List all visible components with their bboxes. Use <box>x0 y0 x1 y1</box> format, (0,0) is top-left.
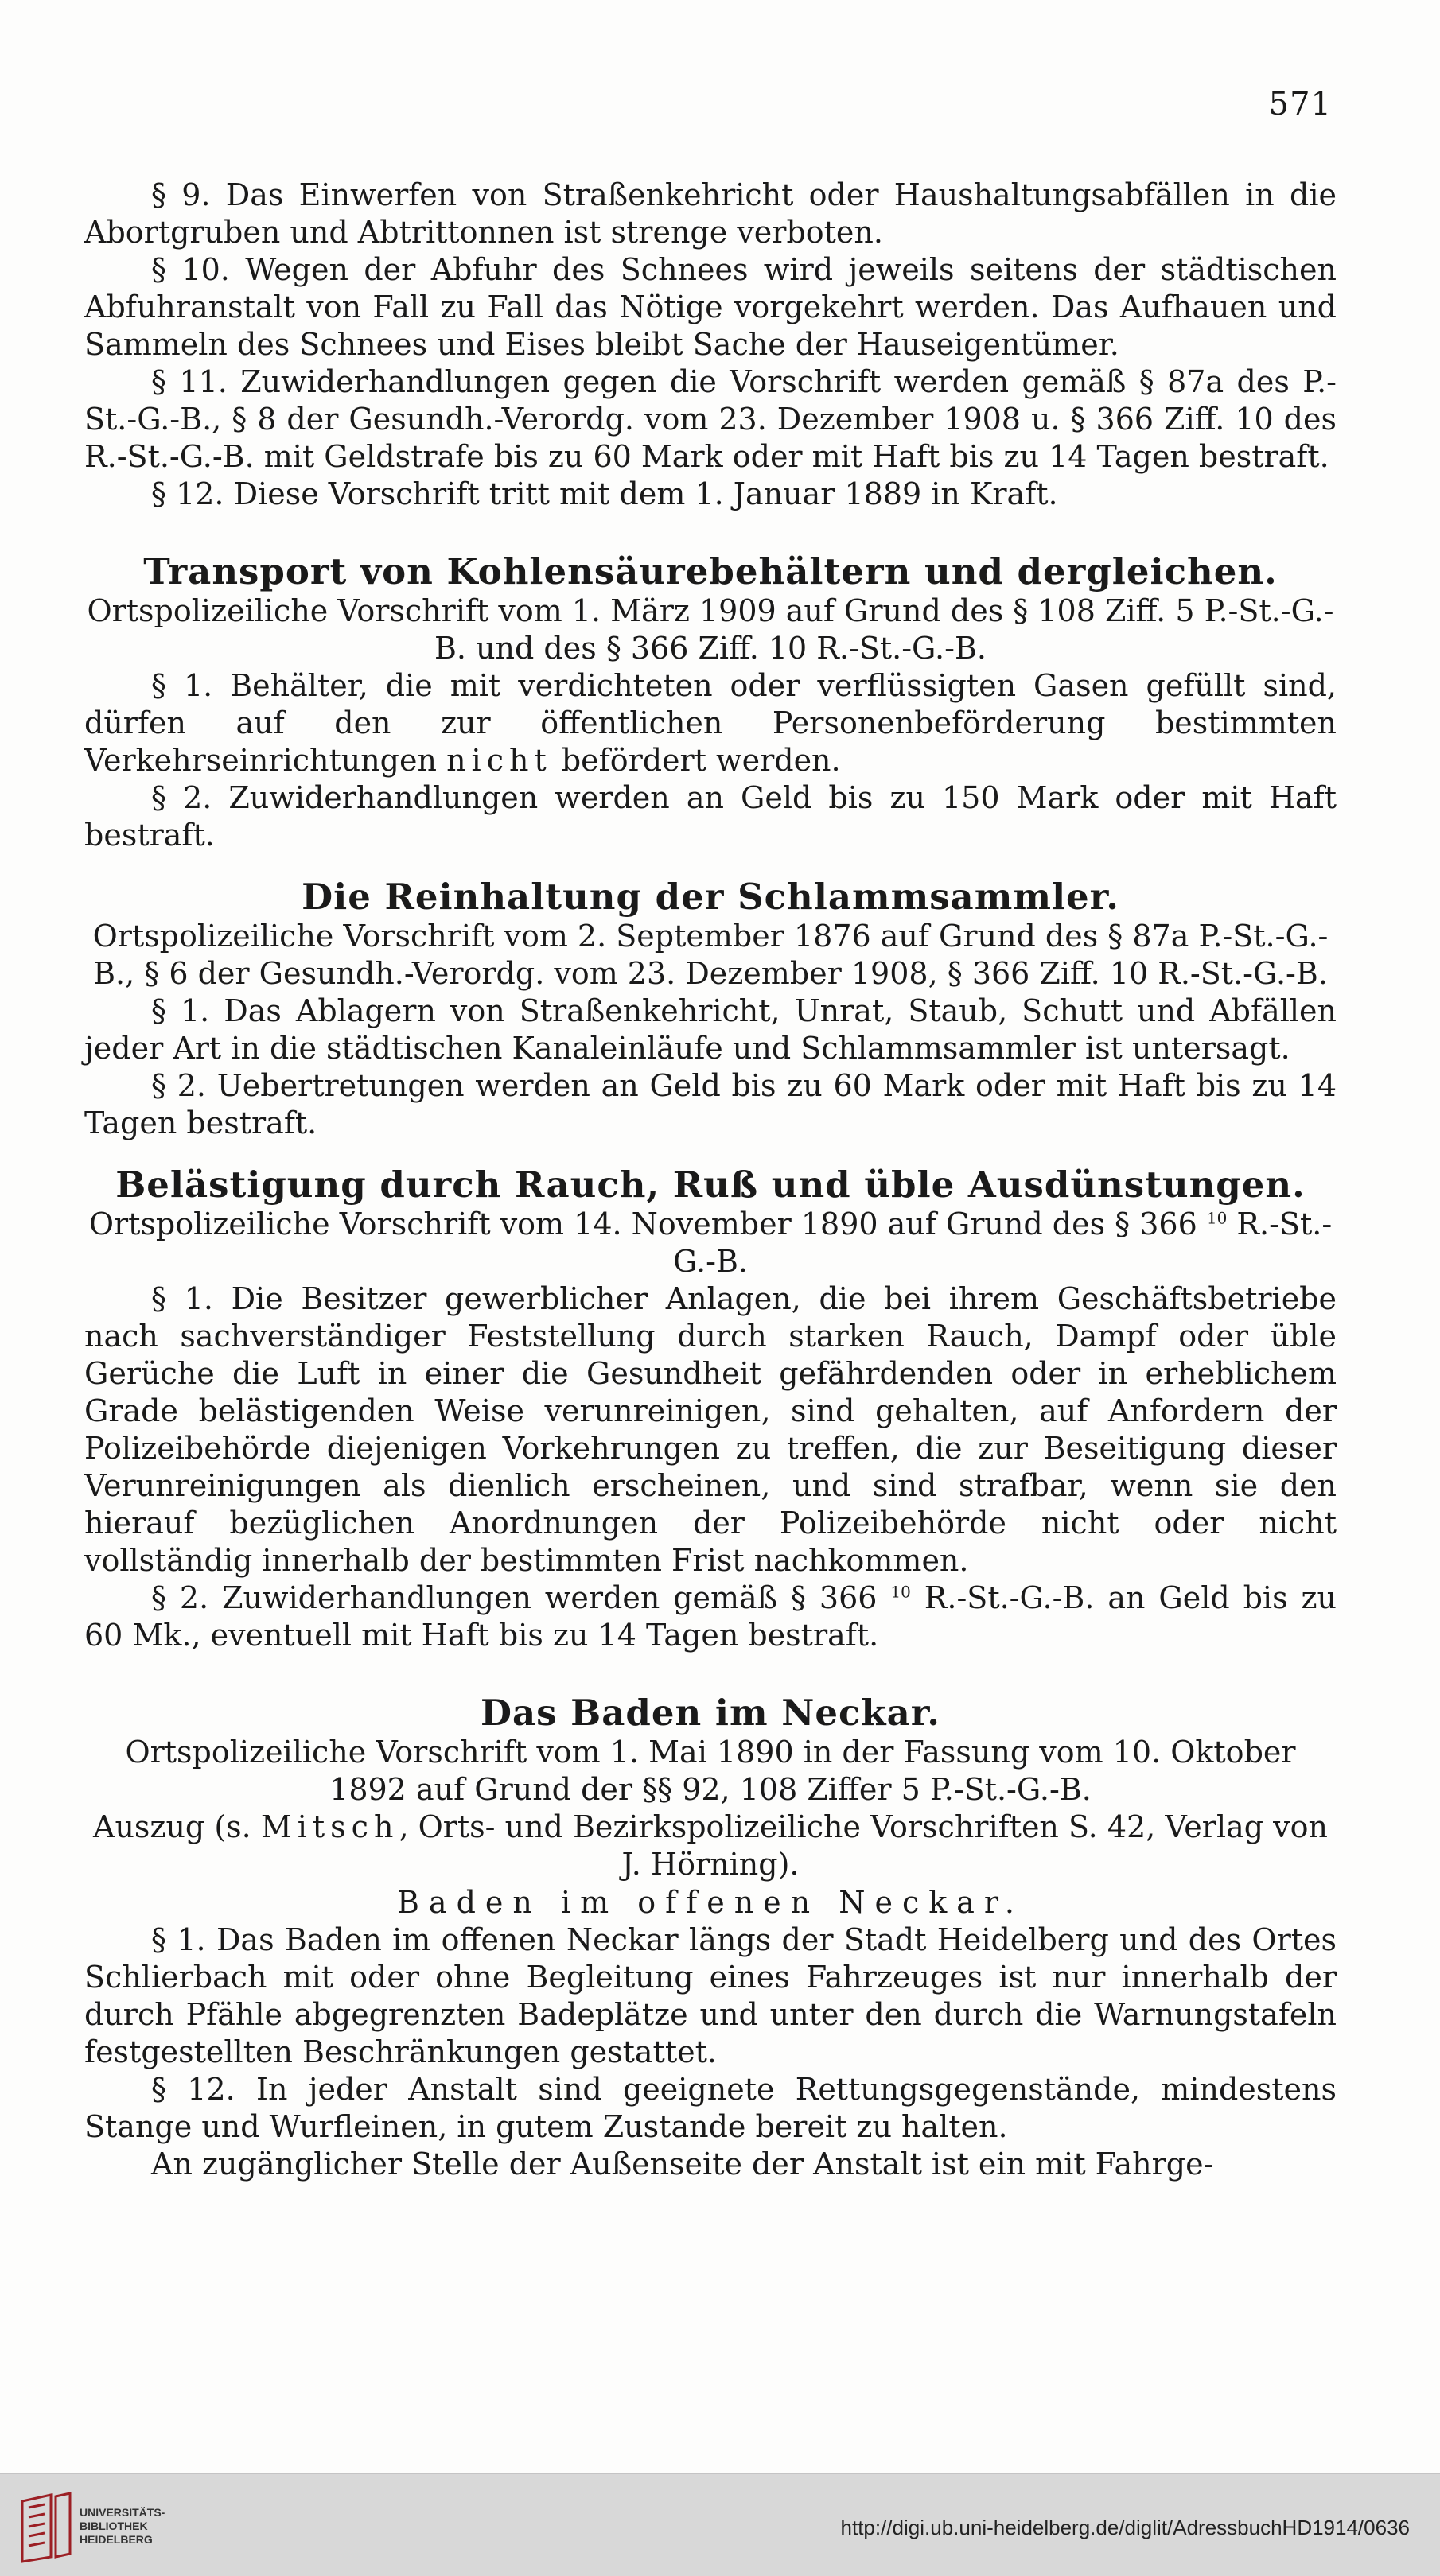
text-run: § 1. Das Ablagern von Straßenkehricht, Unrat, Staub, Schutt und Abfällen jeder Art in die städtischen Kanaleinläufe und Schlammsammler ist untersagt. <box>84 993 1337 1066</box>
text-run: § 2. Zuwiderhandlungen werden gemäß § 366 <box>151 1580 878 1615</box>
paragraph <box>84 2071 1337 2146</box>
text-run: , Orts- und Bezirkspolizeiliche Vorschriften S. 42, Verlag von J. Hörning). <box>399 1809 1328 1882</box>
text-run: Baden im offenen Neckar. <box>397 1885 1024 1920</box>
paragraph <box>84 993 1337 1067</box>
text-run: § 1. Die Besitzer gewerblicher Anlagen, die bei ihrem Geschäftsbetriebe nach sachverständiger Feststellung durch starken Rauch, Dampf oder üble Gerüche die Luft in einer die Gesundheit gefährdenden oder in erheblichem Grade belästigenden Weise verunreinigen, sind gehalten, auf Anfordern der Polizeibehörde diejenigen Vorkehrungen zu treffen, die zur Beseitigung dieser Verunreinigungen als dienlich erscheinen, und sind strafbar, wenn sie den hierauf bezüglichen Anordnungen der Polizeibehörde nicht oder nicht vollständig innerhalb der bestimmten Frist nachkommen. <box>84 1281 1337 1578</box>
spaced-emphasis: Mitsch <box>260 1809 399 1844</box>
paragraph <box>84 2146 1337 2183</box>
paragraph <box>84 667 1337 779</box>
text-run: Ortspolizeiliche Vorschrift vom 14. November 1890 auf Grund des § 366 <box>88 1206 1197 1241</box>
paragraph <box>84 177 1337 251</box>
text-run: befördert werden. <box>561 743 841 778</box>
text-run: § 1. Das Baden im offenen Neckar längs der Stadt Heidelberg und des Ortes Schlierbach mit oder ohne Begleitung eines Fahrzeuges ist nur innerhalb der durch Pfähle abgegrenzten Badeplätze und unter den durch die Warnungstafeln festgestellten Beschränkungen gestattet. <box>84 1922 1337 2069</box>
paragraph <box>84 1067 1337 1142</box>
library-name-line3: HEIDELBERG <box>80 2533 153 2546</box>
text-run: Das Baden im Neckar. <box>481 1692 940 1734</box>
text-run: § 12. In jeder Anstalt sind geeignete Rettungsgegenstände, mindestens Stange und Wurfleinen, in gutem Zustande bereit zu halten. <box>84 2072 1337 2144</box>
paragraph <box>84 1921 1337 2071</box>
superscript: 10 <box>890 1582 911 1602</box>
text-run: § 12. Diese Vorschrift tritt mit dem 1. Januar 1889 in Kraft. <box>151 476 1058 511</box>
text-run: R.-St.-G.-B. an Geld bis zu 60 Mk., eventuell mit Haft bis zu 14 Tagen bestraft. <box>84 1580 1337 1653</box>
subsection-heading <box>84 1883 1337 1921</box>
paragraph <box>84 476 1337 513</box>
permalink-url[interactable]: http://digi.ub.uni-heidelberg.de/diglit/AdressbuchHD1914/0636 <box>840 2516 1410 2539</box>
text-run: R.-St.-G.-B. <box>673 1206 1333 1279</box>
text-run: § 1. Behälter, die mit verdichteten oder verflüssigten Gasen gefüllt sind, dürfen auf den zur öffentlichen Personenbeförderung bestimmten Verkehrseinrichtungen <box>84 668 1337 778</box>
university-seal-icon <box>16 2490 76 2563</box>
library-name-line2: BIBLIOTHEK <box>80 2520 148 2532</box>
section-heading <box>84 1164 1337 1206</box>
text-run: Transport von Kohlensäurebehältern und dergleichen. <box>143 550 1278 593</box>
text-run: § 10. Wegen der Abfuhr des Schnees wird jeweils seitens der städtischen Abfuhranstalt von Fall zu Fall das Nötige vorgekehrt werden. Das Aufhauen und Sammeln des Schnees und Eises bleibt Sache der Hauseigentümer. <box>84 252 1337 362</box>
paragraph <box>84 779 1337 854</box>
paragraph <box>84 363 1337 476</box>
ordinance-reference <box>84 1206 1337 1280</box>
spacer <box>84 513 1337 551</box>
text-run: Ortspolizeiliche Vorschrift vom 1. März 1909 auf Grund des § 108 Ziff. 5 P.-St.-G.-B. und des § 366 Ziff. 10 R.-St.-G.-B. <box>87 593 1334 666</box>
ordinance-reference <box>84 1809 1337 1883</box>
spacer <box>84 1654 1337 1692</box>
library-name-line1: UNIVERSITÄTS- <box>80 2506 165 2519</box>
text-run: An zugänglicher Stelle der Außenseite der Anstalt ist ein mit Fahrge- <box>151 2147 1214 2182</box>
page-body <box>84 177 1337 2183</box>
page-number: 571 <box>1268 86 1332 122</box>
superscript: 10 <box>1206 1208 1228 1228</box>
library-name <box>80 2506 165 2547</box>
spacer <box>84 854 1337 876</box>
text-run: Die Reinhaltung der Schlammsammler. <box>302 876 1119 918</box>
text-run: Ortspolizeiliche Vorschrift vom 2. September 1876 auf Grund des § 87a P.-St.-G.-B., § 6 der Gesundh.-Verordg. vom 23. Dezember 1908, § 366 Ziff. 10 R.-St.-G.-B. <box>92 919 1329 991</box>
text-run: Ortspolizeiliche Vorschrift vom 1. Mai 1890 in der Fassung vom 10. Oktober 1892 auf Grund der §§ 92, 108 Ziffer 5 P.-St.-G.-B. <box>125 1735 1296 1807</box>
ordinance-reference <box>84 593 1337 667</box>
paragraph <box>84 1280 1337 1579</box>
footer-bar <box>0 2473 1440 2576</box>
paragraph <box>84 251 1337 363</box>
text-run: § 2. Uebertretungen werden an Geld bis zu 60 Mark oder mit Haft bis zu 14 Tagen bestraft. <box>84 1068 1337 1140</box>
ordinance-reference <box>84 1734 1337 1809</box>
ordinance-reference <box>84 918 1337 993</box>
section-heading <box>84 1692 1337 1734</box>
text-run: Belästigung durch Rauch, Ruß und üble Ausdünstungen. <box>115 1164 1306 1206</box>
text-run: § 2. Zuwiderhandlungen werden an Geld bis zu 150 Mark oder mit Haft bestraft. <box>84 780 1337 853</box>
text-run: § 9. Das Einwerfen von Straßenkehricht oder Haushaltungsabfällen in die Abortgruben und Abtrittonnen ist strenge verboten. <box>84 177 1337 250</box>
section-heading <box>84 551 1337 593</box>
spaced-emphasis: nicht <box>446 743 552 778</box>
paragraph <box>84 1579 1337 1654</box>
text-run: § 11. Zuwiderhandlungen gegen die Vorschrift werden gemäß § 87a des P.-St.-G.-B., § 8 der Gesundh.-Verordg. vom 23. Dezember 1908 u. § 366 Ziff. 10 des R.-St.-G.-B. mit Geldstrafe bis zu 60 Mark oder mit Haft bis zu 14 Tagen bestraft. <box>84 364 1337 474</box>
section-heading <box>84 876 1337 918</box>
spacer <box>84 1142 1337 1164</box>
text-run: Auszug (s. <box>93 1809 251 1844</box>
